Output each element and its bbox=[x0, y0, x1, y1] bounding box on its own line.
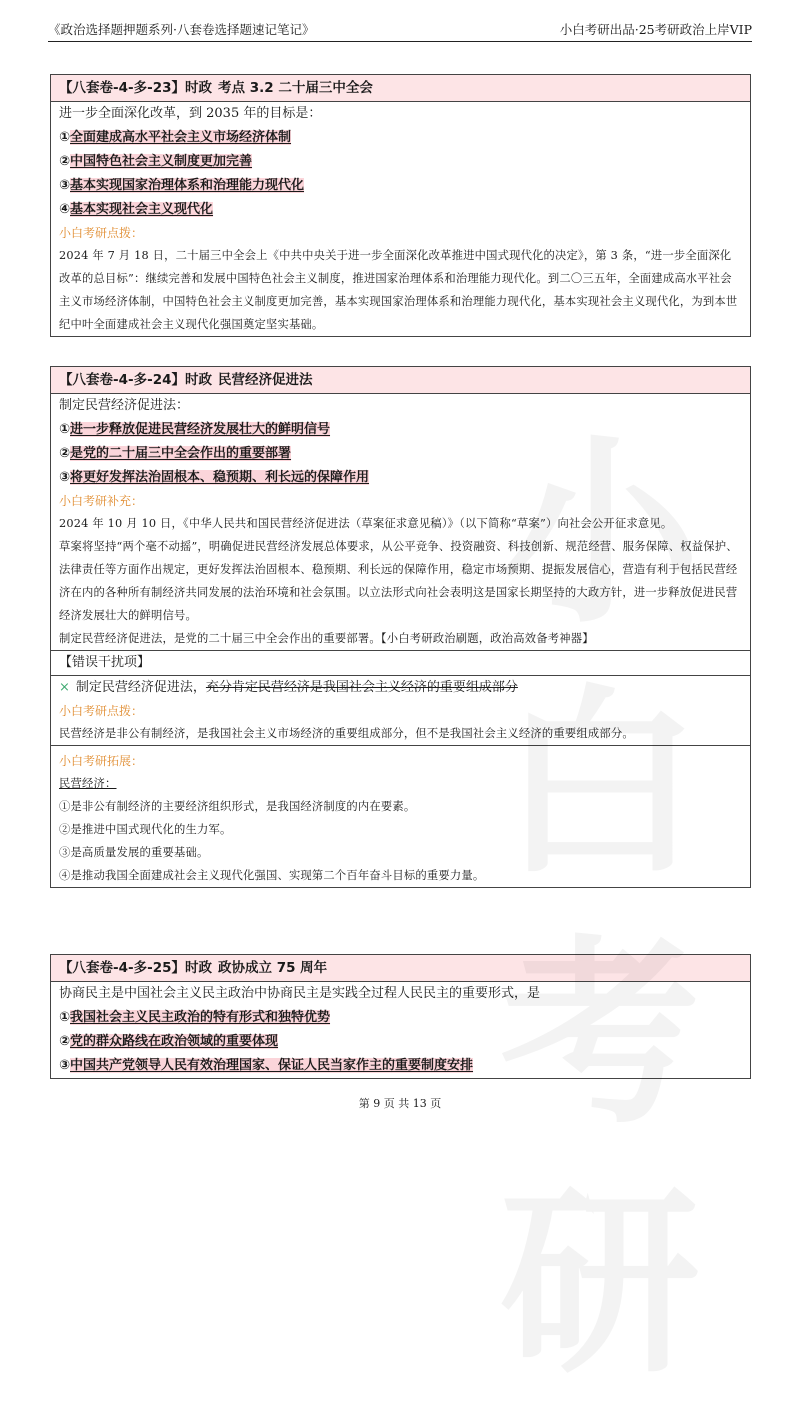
note-label: 小白考研点拨： bbox=[59, 226, 144, 240]
answer-item: ③将更好发挥法治固根本、稳预期、利长远的保障作用 bbox=[59, 470, 370, 485]
answer-item: ②是党的二十届三中全会作出的重要部署 bbox=[59, 446, 292, 461]
section-title bbox=[51, 955, 750, 982]
section-title-code: 【八套卷-4-多-25】时政 bbox=[59, 960, 212, 976]
section-title bbox=[51, 75, 750, 102]
question-intro: 制定民营经济促进法： bbox=[59, 398, 190, 413]
header-left: 《政治选择题押题系列·八套卷选择题速记笔记》 bbox=[48, 22, 315, 37]
extension-text: 民营经济： ①是非公有制经济的主要经济组织形式，是我国经济制度的内在要素。 ②是推进中国式现代化的生力军。 ③是高质量发展的重要基础。 ④是推动我国全面建成社会主义现代化强国、实现第二个百年奋斗目标的重要力量。 bbox=[59, 777, 485, 882]
section-subtitle: 政协成立 75 周年 bbox=[218, 960, 328, 976]
answer-item: ③中国共产党领导人民有效治理国家、保证人民当家作主的重要制度安排 bbox=[59, 1058, 474, 1073]
section-subtitle: 考点 3.2 二十届三中全会 bbox=[218, 80, 373, 96]
question-intro: 进一步全面深化改革，到 2035 年的目标是： bbox=[59, 106, 322, 121]
extension-label: 小白考研拓展： bbox=[59, 754, 144, 768]
question-card-23 bbox=[50, 74, 751, 337]
question-card-25 bbox=[50, 954, 751, 1079]
page-header bbox=[48, 14, 752, 42]
note-label: 小白考研点拨： bbox=[59, 704, 144, 718]
divider bbox=[51, 745, 750, 746]
answer-item: ①全面建成高水平社会主义市场经济体制 bbox=[59, 130, 292, 145]
note-label: 小白考研补充： bbox=[59, 494, 144, 508]
answer-item: ①进一步释放促进民营经济发展壮大的鲜明信号 bbox=[59, 422, 331, 437]
answer-item: ①我国社会主义民主政治的特有形式和独特优势 bbox=[59, 1010, 331, 1025]
page-footer: 第 9 页 共 13 页 bbox=[358, 1097, 442, 1110]
note-text: 2024 年 7 月 18 日，二十届三中全会上《中共中央关于进一步全面深化改革推进中国式现代化的决定》，第 3 条，“进一步全面深化改革的总目标”：继续完善和发展中国特色社会主义制度，推进国家治理体系和治理能力现代化。到二〇三五年，全面建成高水平社会主义市场经济体制，中国特色社会主义制度更加完善，基本实现国家治理体系和治理能力现代化，基本实现社会主义现代化，为到本世纪中叶全面建成社会主义现代化强国奠定坚实基础。 bbox=[59, 249, 738, 331]
question-card-24 bbox=[50, 366, 751, 888]
answer-item: ④基本实现社会主义现代化 bbox=[59, 202, 214, 217]
section-title-code: 【八套卷-4-多-24】时政 bbox=[59, 372, 212, 388]
section-title bbox=[51, 367, 750, 394]
question-intro: 协商民主是中国社会主义民主政治中协商民主是实践全过程人民民主的重要形式，是 bbox=[59, 986, 541, 1001]
note-text: 2024 年 10 月 10 日，《中华人民共和国民营经济促进法（草案征求意见稿）》（以下简称“草案”）向社会公开征求意见。 草案将坚持“两个毫不动摇”，明确促进民营经济发展总体要求，从公平竞争、投资融资、科技创新、规范经营、服务保障、权益保护、法律责任等方面作出规定，更好发挥法治固根本、稳预期、利长远的保障作用，稳定市场预期、提振发展信心，营造有利于包括民营经济在内的各种所有制经济共同发展的法治环境和社会氛围。以立法形式向社会表明这是国家长期坚持的大政方针，进一步释放促进民营经济发展壮大的鲜明信号。 制定民营经济促进法，是党的二十届三中全会作出的重要部署。【小白考研政治刷题，政治高效备考神器】 bbox=[59, 517, 738, 645]
answer-item: ②党的群众路线在政治领域的重要体现 bbox=[59, 1034, 279, 1049]
note-text: 民营经济是非公有制经济，是我国社会主义市场经济的重要组成部分，但不是我国社会主义经济的重要组成部分。 bbox=[59, 727, 634, 740]
section-title-code: 【八套卷-4-多-23】时政 bbox=[59, 80, 212, 96]
section-subtitle: 民营经济促进法 bbox=[218, 372, 313, 388]
wrong-option: × 制定民营经济促进法，充分肯定民营经济是我国社会主义经济的重要组成部分 bbox=[59, 680, 518, 695]
answer-item: ③基本实现国家治理体系和治理能力现代化 bbox=[59, 178, 305, 193]
cross-icon: × bbox=[59, 680, 70, 695]
header-right: 小白考研出品·25考研政治上岸VIP bbox=[559, 22, 752, 37]
wrong-options-header: 【错误干扰项】 bbox=[51, 650, 750, 676]
answer-item: ②中国特色社会主义制度更加完善 bbox=[59, 154, 253, 169]
